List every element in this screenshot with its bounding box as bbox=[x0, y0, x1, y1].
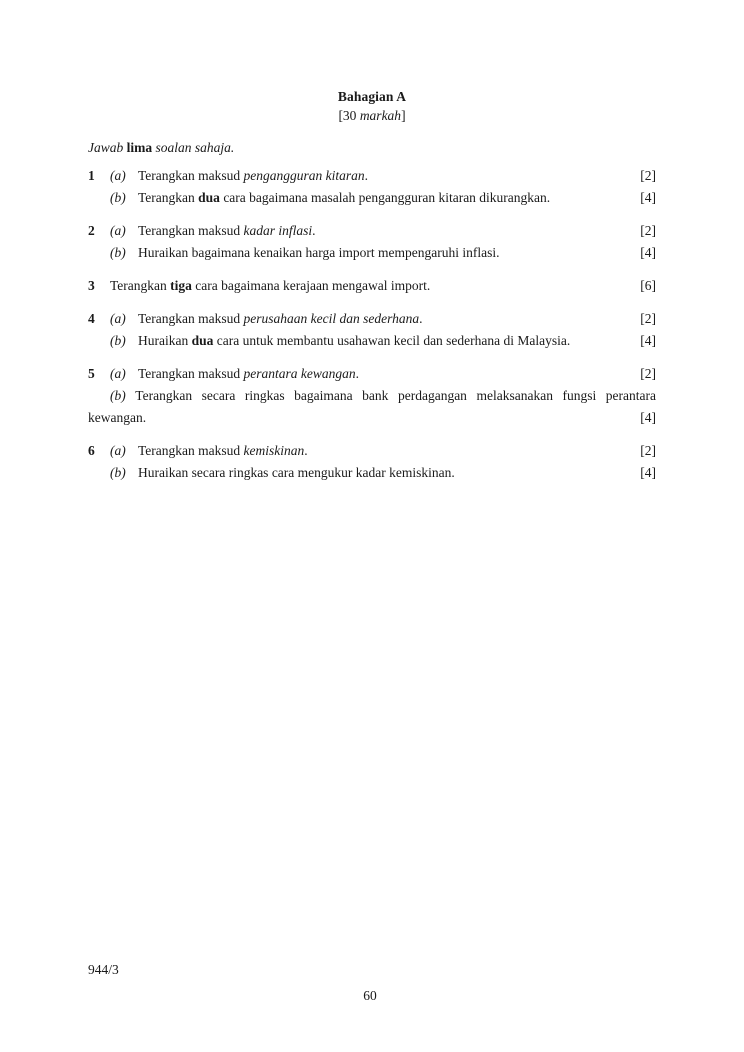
question-marks: [6] bbox=[640, 278, 656, 293]
question-marks: [4] bbox=[640, 190, 656, 205]
question-text bbox=[138, 330, 616, 352]
question-text bbox=[138, 440, 616, 462]
instruction-post: soalan sahaja. bbox=[152, 140, 235, 155]
question-group bbox=[88, 220, 656, 264]
question-line bbox=[88, 242, 656, 264]
question-text-lead: Terangkan maksud bbox=[138, 366, 244, 381]
paper-code: 944/3 bbox=[88, 962, 119, 977]
question-line bbox=[88, 165, 656, 187]
section-title: Bahagian A bbox=[337, 89, 407, 104]
question-text-tail: kewangan. bbox=[88, 410, 147, 425]
question-line bbox=[88, 187, 656, 209]
question-paragraph bbox=[88, 385, 656, 407]
question-part-label: (a) bbox=[110, 223, 126, 238]
question-part-label: (a) bbox=[110, 443, 126, 458]
question-text bbox=[138, 242, 616, 264]
instruction-pre: Jawab bbox=[88, 140, 127, 155]
question-part-label: (b) bbox=[110, 388, 136, 403]
question-emphasis-term: kemiskinan bbox=[243, 443, 305, 458]
question-part-label: (b) bbox=[110, 245, 126, 260]
question-group bbox=[88, 275, 656, 297]
question-text-lead: Terangkan maksud bbox=[138, 311, 244, 326]
question-emphasis-term: dua bbox=[191, 333, 214, 348]
question-line bbox=[88, 275, 656, 297]
question-part-label: (a) bbox=[110, 311, 126, 326]
instruction-count: lima bbox=[126, 140, 153, 155]
question-part-label: (b) bbox=[110, 333, 126, 348]
question-number: 1 bbox=[88, 168, 95, 183]
question-number: 5 bbox=[88, 366, 95, 381]
question-text bbox=[110, 275, 616, 297]
question-number: 6 bbox=[88, 443, 95, 458]
question-group bbox=[88, 363, 656, 429]
question-number: 2 bbox=[88, 223, 95, 238]
section-marks-prefix: [30 bbox=[338, 108, 360, 124]
section-marks bbox=[0, 107, 744, 125]
question-text bbox=[138, 187, 616, 209]
question-emphasis-term: perusahaan kecil dan sederhana bbox=[243, 311, 420, 326]
question-text-rest: . bbox=[364, 168, 369, 183]
question-marks: [2] bbox=[640, 311, 656, 326]
question-marks: [4] bbox=[640, 465, 656, 480]
question-line bbox=[88, 440, 656, 462]
question-text-rest: . bbox=[312, 223, 316, 238]
question-emphasis-term: perantara kewangan bbox=[243, 366, 356, 381]
question-group bbox=[88, 440, 656, 484]
question-text-rest: . bbox=[304, 443, 308, 458]
question-text-lead: Terangkan bbox=[110, 278, 171, 293]
answer-instruction bbox=[88, 140, 234, 156]
question-list bbox=[88, 165, 656, 495]
question-marks: [2] bbox=[640, 223, 656, 238]
question-text-rest: cara bagaimana masalah pengangguran kitaran dikurangkan. bbox=[219, 190, 551, 205]
question-text bbox=[138, 363, 616, 385]
question-text-lead: Huraikan bbox=[138, 333, 192, 348]
question-emphasis-term: tiga bbox=[170, 278, 192, 293]
question-group bbox=[88, 165, 656, 209]
question-part-label: (b) bbox=[110, 190, 126, 205]
question-marks: [2] bbox=[640, 366, 656, 381]
question-part-label: (a) bbox=[110, 366, 126, 381]
question-text: Terangkan secara ringkas bagaimana bank perdagangan melaksanakan fungsi perantara bbox=[135, 388, 656, 403]
question-group bbox=[88, 308, 656, 352]
question-text-lead: Huraikan secara ringkas cara mengukur kadar kemiskinan. bbox=[138, 465, 455, 480]
question-line bbox=[88, 308, 656, 330]
question-marks: [2] bbox=[640, 443, 656, 458]
question-line bbox=[88, 220, 656, 242]
question-line bbox=[88, 385, 656, 429]
question-line bbox=[88, 363, 656, 385]
section-marks-word: markah bbox=[359, 108, 402, 124]
question-text-rest: . bbox=[355, 366, 360, 381]
question-text bbox=[138, 165, 616, 187]
question-text-lead: Terangkan maksud bbox=[138, 443, 244, 458]
page-number: 60 bbox=[363, 988, 377, 1003]
question-line bbox=[88, 462, 656, 484]
question-marks: [4] bbox=[640, 410, 656, 425]
question-text bbox=[138, 308, 616, 330]
question-marks: [2] bbox=[640, 168, 656, 183]
question-line bbox=[88, 330, 656, 352]
question-text-rest: cara bagaimana kerajaan mengawal import. bbox=[191, 278, 431, 293]
question-text-lead: Terangkan maksud bbox=[138, 168, 244, 183]
question-marks: [4] bbox=[640, 333, 656, 348]
section-heading bbox=[0, 88, 744, 125]
question-part-label: (b) bbox=[110, 465, 126, 480]
question-text-lead: Terangkan maksud bbox=[138, 223, 244, 238]
question-emphasis-term: dua bbox=[198, 190, 220, 205]
question-emphasis-term: kadar inflasi bbox=[243, 223, 313, 238]
question-part-label: (a) bbox=[110, 168, 126, 183]
question-text-continuation bbox=[88, 407, 656, 429]
question-text-lead: Terangkan bbox=[138, 190, 199, 205]
question-number: 3 bbox=[88, 278, 95, 293]
question-text-rest: cara untuk membantu usahawan kecil dan sederhana di Malaysia. bbox=[213, 333, 571, 348]
page-number-container bbox=[0, 988, 744, 1004]
question-text bbox=[138, 220, 616, 242]
section-marks-suffix: ] bbox=[401, 108, 406, 124]
question-text bbox=[138, 462, 616, 484]
question-text-rest: . bbox=[419, 311, 423, 326]
question-number: 4 bbox=[88, 311, 95, 326]
question-text-lead: Huraikan bagaimana kenaikan harga import mempengaruhi inflasi. bbox=[138, 245, 500, 260]
question-marks: [4] bbox=[640, 245, 656, 260]
question-emphasis-term: pengangguran kitaran bbox=[243, 168, 365, 183]
